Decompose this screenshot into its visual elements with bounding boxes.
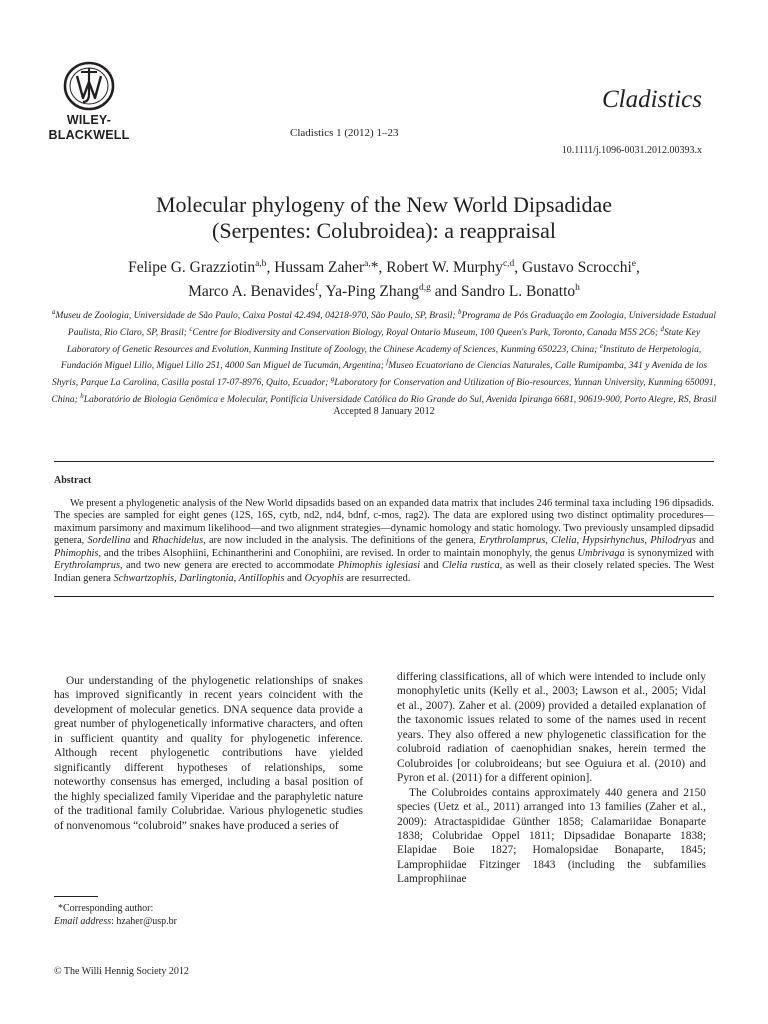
taxon-name: Darlingtonia <box>179 572 234 584</box>
abstract-text: , <box>644 535 651 547</box>
taxon-name: Ocyophis <box>304 572 344 584</box>
author-separator: , <box>318 283 326 301</box>
abstract-text: , are now included in the analysis. The definitions of the genera, <box>203 535 480 547</box>
affiliation-text: State Key Laboratory of Genetic Resources and Evolution, Kunming Institute of Zoology, the Chinese Academy of Sciences, Kunming 650223, China; <box>66 327 701 355</box>
author-affiliation-marker: d,g <box>419 283 431 294</box>
author-separator: and <box>430 283 462 301</box>
affiliation-marker: e <box>599 341 603 350</box>
author-list <box>40 254 728 302</box>
author-name: Marco A. Benavides <box>188 283 316 301</box>
abstract-text: and <box>284 572 305 584</box>
taxon-name: Antillophis <box>238 572 285 584</box>
affiliation-text: Centre for Biodiversity and Conservation Biology, Royal Ontario Museum, 100 Queen's Park, Toronto, Canada M5S 2C6; <box>192 327 661 338</box>
taxon-name: Erythrolamprus <box>54 560 121 572</box>
body-paragraph: differing classifications, all of which were intended to include only monophyletic units (Kelly et al., 2003; Lawson et al., 2005; Vidal et al., 2007). Zaher et al. (2009) provided a detailed explanation of the taxonomic issues related to some of the names used in recent years. They also offered a new phylogenetic classification for the colubroid radiation of caenophidian snakes, herein termed the Colubroides [or colubroideans; but see Oguiura et al. (2010) and Pyron et al. (2011) for a different opinion]. <box>397 671 706 785</box>
taxon-name: Schwartzophis <box>113 572 175 584</box>
accepted-date: Accepted 8 January 2012 <box>333 406 435 417</box>
taxon-name: Phimophis iglesiasi <box>337 560 421 572</box>
email-label: Email address <box>54 916 112 927</box>
affiliation-marker: a <box>51 308 56 316</box>
author-separator: , <box>636 259 640 277</box>
taxon-name: Phimophis <box>54 547 99 559</box>
affiliation-text: Museu de Zoologia, Universidade de São Paulo, Caixa Postal 42.494, 04218-970, São Paulo, SP, Brasil; <box>55 311 458 322</box>
body-paragraph: Our understanding of the phylogenetic relationships of snakes has improved significantly in recent years coincident with the development of molecular genetics. DNA sequence data provide a great number of phylogenetically informative characters, and often in sufficient quantity and quality for phylogenetic inference. Although recent phylogenetic contributions have yielded significantly different hypotheses of relationships, some noteworthy consensus has emerged, including a basal position of the highly specialized family Viperidae and the paraphyletic nature of the traditional family Colubridae. Various phylogenetic studies of nonvenomous “colubroid” snakes have produced a series of <box>54 675 363 832</box>
affiliation-text: Laboratory for Conservation and Utilization of Bio-resources, Yunnan University, Kunming 650091, China; <box>51 378 717 405</box>
publisher-logo <box>46 60 132 142</box>
publisher-name-line1: WILEY- <box>66 113 112 127</box>
affiliation-text: Laboratório de Biologia Genômica e Molecular, Pontifícia Universidade Católica do Rio Grande do Sul, Avenida Ipiranga 6681, 90619-900, Porto Alegre, RS, Brasil <box>83 394 717 405</box>
abstract-text: are resurrected. <box>343 572 411 584</box>
abstract-paragraph <box>54 498 714 585</box>
body-column-left <box>54 674 363 833</box>
affiliation-text: Programa de Pós Graduação em Zoologia, Universidade Estadual Paulista, Rio Claro, SP, Brasil; <box>67 311 717 338</box>
taxon-name: Clelia rustica <box>441 560 500 572</box>
article-title <box>60 192 708 244</box>
title-line-1: Molecular phylogeny of the New World Dipsadidae <box>155 192 613 217</box>
affiliation-marker: b <box>457 308 462 316</box>
abstract-body <box>54 498 714 585</box>
author-affiliation-marker: h <box>575 283 580 294</box>
affiliation-text: Instituto de Herpetologia, Fundación Miguel Lillo, Miguel Lillo 251, 4000 San Miguel de Tucumán, Argentina; <box>60 344 702 372</box>
title-line-2: (Serpentes: Colubroidea): a reappraisal <box>212 218 556 243</box>
abstract-text: , <box>545 535 552 547</box>
author-separator: *, <box>370 259 387 277</box>
affiliation-marker: d <box>660 324 664 333</box>
copyright: © The Willi Hennig Society 2012 <box>54 966 189 977</box>
affiliation-marker: h <box>80 391 84 400</box>
corresponding-author-label: *Corresponding author: <box>58 903 154 914</box>
abstract-text: , and the tribes Alsophiini, Echinantherini and Conophiini, are revised. In order to maintain monophyly, the genus <box>98 547 578 559</box>
abstract-text: We present a phylogenetic analysis of the New World dipsadids based on an expanded data matrix that includes 246 terminal taxa including 196 dipsadids. The species are sampled for eight genes (12S, 16S, cytb, nd2, nd4, bdnf, c-mos, rag2). The data are explored using two distinct optimality procedures—maximum parsimony and maximum likelihood—and two alignment strategies—dynamic homology and static homology. Two previously unsampled dipsadid genera, <box>54 498 714 547</box>
author-name: Sandro L. Bonatto <box>461 283 576 301</box>
abstract-top-rule <box>54 461 714 462</box>
affiliation-text: Museo Ecuatoriano de Ciencias Naturales, Calle Rumipamba, 341 y Avenida de los Shyris, Parque La Carolina, Casilla postal 17-07-8976, Quito, Ecuador; <box>51 361 708 389</box>
taxon-name: Clelia <box>551 535 577 547</box>
author-name: Hussam Zaher <box>274 259 365 277</box>
publisher-name-line2: BLACKWELL <box>48 128 130 142</box>
abstract-text: and <box>130 535 152 547</box>
citation: Cladistics 1 (2012) 1–23 <box>290 127 399 139</box>
taxon-name: Umbrivaga <box>577 547 625 559</box>
footnote-rule <box>54 896 98 897</box>
abstract-text: and <box>695 535 715 547</box>
journal-name: Cladistics <box>601 86 702 113</box>
author-affiliation-marker: c,d <box>502 259 515 269</box>
abstract-text: , as well as their closely related species. The West Indian genera <box>54 560 715 584</box>
author-separator: , <box>514 259 523 277</box>
author-name: Gustavo Scrocchi <box>522 259 632 277</box>
taxon-name: Rhachidelus <box>151 535 204 547</box>
author-affiliation-marker: a, <box>364 259 371 269</box>
author-affiliation-marker: e <box>631 259 637 269</box>
footnote <box>54 902 177 928</box>
taxon-name: Philodryas <box>650 535 696 547</box>
taxon-name: Hypsirhynchus <box>582 535 645 547</box>
author-name: Ya-Ping Zhang <box>325 283 420 301</box>
abstract-text: , <box>233 572 239 584</box>
taxon-name: Erythrolamprus <box>479 535 546 547</box>
abstract-heading: Abstract <box>54 475 92 486</box>
abstract-text: , <box>174 572 180 584</box>
email-address[interactable]: : hzaher@usp.br <box>111 916 177 927</box>
abstract-text: and <box>420 560 442 572</box>
taxon-name: Sordellina <box>87 535 131 547</box>
author-affiliation-marker: a,b <box>255 259 267 269</box>
affiliation-marker: f <box>386 358 389 367</box>
author-separator: , <box>266 259 275 277</box>
author-name: Robert W. Murphy <box>386 259 503 277</box>
body-column-right <box>397 670 706 887</box>
wiley-seal-icon <box>59 60 119 112</box>
author-affiliation-marker: f <box>315 283 319 294</box>
abstract-bottom-rule <box>54 596 714 597</box>
body-paragraph: The Colubroides contains approximately 440 genera and 2150 species (Uetz et al., 2011) arranged into 13 families (Zaher et al., 2009): Atractaspididae Günther 1858; Calamariidae Bonaparte 1838; Colubridae Oppel 1811; Dipsadidae Bonaparte 1838; Elapidae Boie 1827; Homalopsidae Bonaparte, 1845; Lamprophiidae Fitzinger 1843 (including the subfamilies Lamprophiinae <box>397 786 706 886</box>
abstract-text: is synonymized with <box>624 547 715 559</box>
affiliations <box>48 306 720 407</box>
author-name: Felipe G. Grazziotin <box>128 259 256 277</box>
doi[interactable]: 10.1111/j.1096-0031.2012.00393.x <box>561 145 702 156</box>
affiliation-marker: g <box>330 375 335 383</box>
affiliation-marker: c <box>189 324 193 333</box>
abstract-text: , and two new genera are erected to accommodate <box>120 560 338 572</box>
abstract-text: , <box>576 535 583 547</box>
